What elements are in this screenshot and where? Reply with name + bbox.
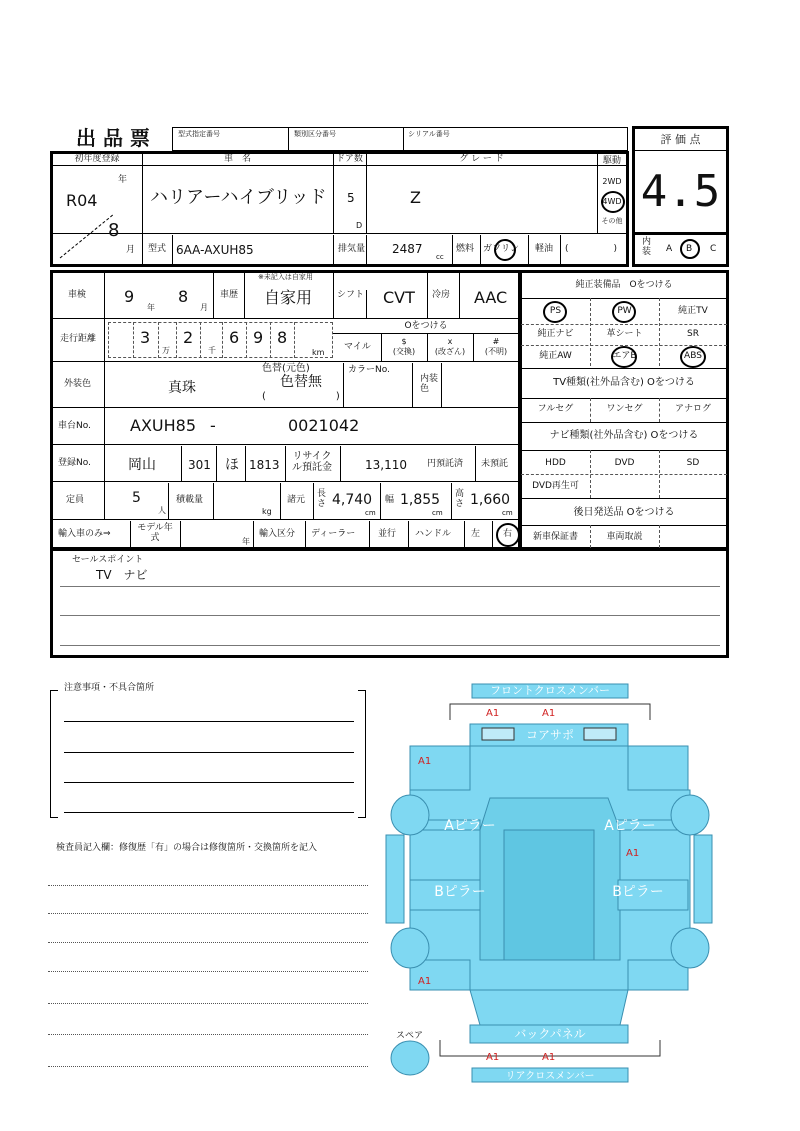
tv-oneseg: ワンセグ xyxy=(606,404,643,414)
equip-leather: 革シート xyxy=(606,329,643,339)
mark-7: A1 xyxy=(542,1052,556,1063)
interior-grade-c: C xyxy=(710,244,717,254)
first-reg-year-unit: 年 xyxy=(118,175,128,185)
navi-sd: SD xyxy=(686,458,700,468)
registration-class: 301 xyxy=(188,458,211,472)
navi-title: ナビ種類(社外品含む) Oをつける xyxy=(549,430,699,441)
mileage-man-unit: 万 xyxy=(162,346,170,355)
light-oil-label: 軽油 xyxy=(535,244,554,254)
ac-label: 冷房 xyxy=(432,290,451,300)
equip-ps: PS xyxy=(549,306,562,316)
load-label: 積載量 xyxy=(176,495,204,505)
tire-rear-right xyxy=(671,928,709,968)
tire-front-right xyxy=(671,795,709,835)
first-reg-slash xyxy=(58,212,118,260)
core-support-label: コアサポ xyxy=(525,728,575,742)
dims-label: 諸元 xyxy=(287,495,306,505)
shift-value: CVT xyxy=(383,288,415,307)
ac-value: AAC xyxy=(474,288,508,307)
right-sill xyxy=(694,835,712,923)
category-label: 類別区分番号 xyxy=(294,130,336,138)
mileage-digit-4: 9 xyxy=(253,328,264,347)
registration-number: 1813 xyxy=(249,458,280,472)
displacement-unit: cc xyxy=(436,253,444,261)
interior-b-circle xyxy=(680,239,700,259)
equip-abs-circle xyxy=(680,346,706,368)
equip-pw-circle xyxy=(612,301,636,323)
later-warranty: 新車保証書 xyxy=(532,532,578,542)
displacement-label: 排気量 xyxy=(338,244,366,254)
history-value: 自家用 xyxy=(264,288,313,307)
first-reg-era: R04 xyxy=(66,191,98,210)
mark-5: A1 xyxy=(418,976,432,987)
a-pillar-right-label: Aピラー xyxy=(604,818,656,834)
history-label: 車歴 xyxy=(220,290,239,300)
equip-sr: SR xyxy=(687,329,699,339)
registration-area: 岡山 xyxy=(128,457,156,473)
model-year-label: モデル年式 xyxy=(137,523,173,543)
interior-grade-b: B xyxy=(686,244,693,254)
equip-genuine-tv: 純正TV xyxy=(678,306,708,316)
mileage-label: 走行距離 xyxy=(60,334,97,344)
length-label: 長さ xyxy=(317,489,327,509)
sales-point-value: TV ナビ xyxy=(96,568,148,582)
recycle-unpaid: 未預託 xyxy=(481,459,509,469)
interior-color-label: 内装色 xyxy=(420,374,439,394)
sales-point-block xyxy=(50,548,729,658)
caution-label: 注意事項・不具合箇所 xyxy=(64,683,155,693)
drive-2wd: 2WD xyxy=(602,177,622,186)
left-sill xyxy=(386,835,404,923)
width-value: 1,855 xyxy=(400,492,441,508)
type-value: 6AA-AXUH85 xyxy=(176,243,254,257)
id-number-box xyxy=(172,127,628,151)
equip-airbag-circle xyxy=(611,346,637,368)
drive-4wd-circle xyxy=(601,191,625,213)
first-reg-month: 8 xyxy=(108,220,120,241)
drive-4wd: 4WD xyxy=(602,197,622,206)
equip-genuine-navi: 純正ナビ xyxy=(537,329,574,339)
height-value: 1,660 xyxy=(470,492,511,508)
light-oil-paren: ( ) xyxy=(565,244,618,254)
serial-label: シリアル番号 xyxy=(408,130,450,138)
mileage-km-unit: km xyxy=(312,348,325,357)
handle-left: 左 xyxy=(471,529,481,539)
capacity-value: 5 xyxy=(132,490,141,506)
tire-front-left xyxy=(391,795,429,835)
b-pillar-right-label: Bピラー xyxy=(612,884,664,900)
mileage-sen-unit: 千 xyxy=(208,346,216,355)
repaint-value: 色替無 xyxy=(280,374,322,390)
tv-title: TV種類(社外品含む) Oをつける xyxy=(553,377,695,388)
chassis-dash: - xyxy=(210,416,216,435)
length-value: 4,740 xyxy=(332,492,373,508)
registration-kana: ほ xyxy=(225,457,239,473)
equip-genuine-aw: 純正AW xyxy=(539,351,572,361)
mileage-circle-note: Oをつける xyxy=(404,321,448,331)
mileage-digit-3: 6 xyxy=(229,328,240,347)
a-pillar-left-label: Aピラー xyxy=(444,818,496,834)
repaint-label: 色替(元色) xyxy=(262,363,310,374)
tire-rear-left xyxy=(391,928,429,968)
fuel-circle xyxy=(494,239,516,261)
history-note: ※未記入は自家用 xyxy=(258,273,313,281)
interior-label: 内装 xyxy=(642,237,652,257)
doors-unit: D xyxy=(356,221,363,230)
genuine-title: 純正装備品 Oをつける xyxy=(575,280,673,290)
mileage-option-exchange: $ (交換) xyxy=(392,337,416,356)
recycle-value: 13,110 xyxy=(365,458,407,472)
mileage-digit-5: 8 xyxy=(277,328,288,347)
tv-analog: アナログ xyxy=(674,404,711,414)
mark-3: A1 xyxy=(418,756,432,767)
chassis-label: 車台No. xyxy=(58,421,91,431)
rating-label: 評 価 点 xyxy=(660,133,701,146)
width-unit: cm xyxy=(432,509,443,517)
later-manual: 車両取説 xyxy=(606,532,643,542)
car-name-label: 車 名 xyxy=(223,154,251,164)
color-no-label: カラーNo. xyxy=(348,365,390,375)
shaken-label: 車検 xyxy=(68,290,87,300)
fuel-label: 燃料 xyxy=(456,244,475,254)
handle-right-circle xyxy=(496,523,520,547)
spare-label: スペア xyxy=(396,1031,424,1041)
mileage-option-tamper: x (改ざん) xyxy=(434,337,466,356)
shift-label: シフト xyxy=(337,290,365,300)
length-unit: cm xyxy=(365,509,376,517)
navi-dvd: DVD xyxy=(614,458,635,468)
navi-hdd: HDD xyxy=(545,458,566,468)
later-title: 後日発送品 Oをつける xyxy=(573,507,675,518)
mark-1: A1 xyxy=(486,708,500,719)
chassis-prefix: AXUH85 xyxy=(130,416,197,435)
mark-4: A1 xyxy=(626,848,640,859)
doors-label: ドア数 xyxy=(336,154,363,164)
model-year-unit: 年 xyxy=(242,537,250,546)
shaken-month-unit: 月 xyxy=(200,303,208,312)
b-pillar-left-label: Bピラー xyxy=(434,884,486,900)
equip-airbag: エアB xyxy=(612,351,637,361)
back-panel-label: バックパネル xyxy=(514,1027,586,1041)
import-label: 輸入車のみ⇒ xyxy=(58,529,111,539)
grade-label: グ レ ー ド xyxy=(459,154,504,164)
color-label: 外装色 xyxy=(64,379,92,389)
displacement-value: 2487 xyxy=(392,242,423,256)
mileage-option-unknown: # (不明) xyxy=(484,337,508,356)
spare-tire xyxy=(391,1041,429,1075)
drive-label: 駆動 xyxy=(602,156,621,166)
inspector-label: 検査員記入欄：修復歴「有」の場合は修復箇所・交換箇所を記入 xyxy=(56,843,318,853)
car-diagram xyxy=(380,680,720,1085)
interior-grade-a: A xyxy=(666,244,673,254)
shaken-month: 8 xyxy=(178,287,189,306)
grade-value: Z xyxy=(410,188,421,207)
recycle-label: リサイクル預託金 xyxy=(292,451,332,473)
import-dealer: ディーラー xyxy=(311,529,356,539)
type-label: 型式 xyxy=(148,244,167,254)
equip-abs: ABS xyxy=(684,351,702,361)
front-cross-label: フロントクロスメンバー xyxy=(489,684,611,697)
car-name-value: ハリアーハイブリッド xyxy=(150,187,327,208)
equip-ps-circle xyxy=(543,301,567,323)
shaken-year-unit: 年 xyxy=(147,303,155,312)
rating-value: 4.5 xyxy=(640,166,721,217)
capacity-label: 定員 xyxy=(66,495,85,505)
fuel-gasoline: ガソリン xyxy=(483,244,520,254)
mileage-digit-1: 3 xyxy=(140,328,151,347)
load-unit: kg xyxy=(262,507,272,516)
shaken-year: 9 xyxy=(124,287,135,306)
form-title: 出 品 票 xyxy=(76,126,150,150)
drive-other: その他 xyxy=(601,217,623,225)
registration-label: 登録No. xyxy=(58,458,91,468)
rear-cross-label: リアクロスメンバー xyxy=(505,1071,595,1082)
first-reg-label: 初年度登録 xyxy=(74,154,120,164)
repaint-paren: ( ) xyxy=(262,391,340,402)
handle-label: ハンドル xyxy=(415,529,452,539)
recycle-unit: 円預託済 xyxy=(427,459,464,469)
height-label: 高さ xyxy=(455,489,465,509)
mileage-digit-2: 2 xyxy=(183,328,194,347)
color-value: 真珠 xyxy=(168,380,196,396)
tv-fullseg: フルセグ xyxy=(537,404,574,414)
dvd-playback: DVD再生可 xyxy=(532,481,579,491)
width-label: 幅 xyxy=(385,495,395,505)
doors-value: 5 xyxy=(347,191,355,205)
height-unit: cm xyxy=(502,509,513,517)
mileage-option-mile: マイル xyxy=(344,342,371,352)
handle-right: 右 xyxy=(503,529,513,539)
sales-point-label: セールスポイント xyxy=(72,555,144,565)
import-class-label: 輸入区分 xyxy=(259,529,296,539)
capacity-unit: 人 xyxy=(158,506,166,515)
chassis-number: 0021042 xyxy=(288,416,360,435)
model-designation-label: 型式指定番号 xyxy=(178,130,220,138)
import-parallel: 並行 xyxy=(378,529,397,539)
equip-pw: PW xyxy=(617,306,632,316)
caution-bracket xyxy=(50,690,366,818)
mark-2: A1 xyxy=(542,708,556,719)
first-reg-month-unit: 月 xyxy=(126,245,136,255)
mark-6: A1 xyxy=(486,1052,500,1063)
